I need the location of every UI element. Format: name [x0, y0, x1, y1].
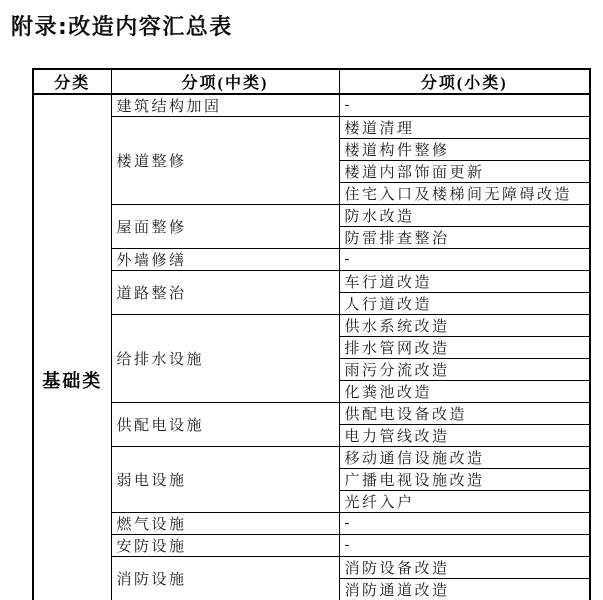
sub-item-cell: 消防设备改造 — [339, 557, 590, 579]
sub-item-cell: 车行道改造 — [339, 271, 590, 293]
mid-category-cell: 外墙修缮 — [111, 249, 339, 271]
renovation-summary-table — [32, 68, 591, 600]
table-row — [33, 94, 590, 117]
mid-category-cell: 消防设施 — [111, 557, 339, 600]
table-row — [33, 535, 590, 557]
sub-item-cell: 防水改造 — [339, 205, 590, 227]
sub-item-cell: 广播电视设施改造 — [339, 469, 590, 491]
mid-category-cell: 屋面整修 — [111, 205, 339, 249]
sub-item-cell: 光纤入户 — [339, 491, 590, 513]
sub-item-cell: 防雷排查整治 — [339, 227, 590, 249]
table-row — [33, 403, 590, 425]
sub-item-cell: 消防通道改造 — [339, 579, 590, 600]
sub-item-cell: - — [339, 249, 590, 271]
table-row — [33, 513, 590, 535]
col-header-category: 分类 — [33, 69, 111, 94]
table-row — [33, 271, 590, 293]
mid-category-cell: 安防设施 — [111, 535, 339, 557]
page-title: 附录:改造内容汇总表 — [11, 15, 233, 40]
col-header-sub-class: 分项(小类) — [339, 69, 590, 94]
mid-category-cell: 建筑结构加固 — [111, 94, 339, 117]
sub-item-cell: 供配电设备改造 — [339, 403, 590, 425]
table-row — [33, 249, 590, 271]
col-header-mid-class: 分项(中类) — [111, 69, 339, 94]
sub-item-cell: 电力管线改造 — [339, 425, 590, 447]
sub-item-cell: 排水管网改造 — [339, 337, 590, 359]
sub-item-cell: - — [339, 535, 590, 557]
sub-item-cell: 化粪池改造 — [339, 381, 590, 403]
sub-item-cell: 楼道清理 — [339, 117, 590, 139]
sub-item-cell: 楼道构件整修 — [339, 139, 590, 161]
table-row — [33, 557, 590, 579]
category-cell: 基础类 — [33, 94, 111, 600]
mid-category-cell: 弱电设施 — [111, 447, 339, 513]
mid-category-cell: 给排水设施 — [111, 315, 339, 403]
mid-category-cell: 燃气设施 — [111, 513, 339, 535]
table-row — [33, 315, 590, 337]
mid-category-cell: 楼道整修 — [111, 117, 339, 205]
table-row — [33, 117, 590, 139]
sub-item-cell: 雨污分流改造 — [339, 359, 590, 381]
sub-item-cell: 楼道内部饰面更新 — [339, 161, 590, 183]
table-row — [33, 205, 590, 227]
table-row — [33, 447, 590, 469]
mid-category-cell: 供配电设施 — [111, 403, 339, 447]
sub-item-cell: 住宅入口及楼梯间无障碍改造 — [339, 183, 590, 205]
sub-item-cell: - — [339, 94, 590, 117]
sub-item-cell: 供水系统改造 — [339, 315, 590, 337]
sub-item-cell: 人行道改造 — [339, 293, 590, 315]
sub-item-cell: 移动通信设施改造 — [339, 447, 590, 469]
mid-category-cell: 道路整治 — [111, 271, 339, 315]
sub-item-cell: - — [339, 513, 590, 535]
header-row — [33, 69, 590, 94]
